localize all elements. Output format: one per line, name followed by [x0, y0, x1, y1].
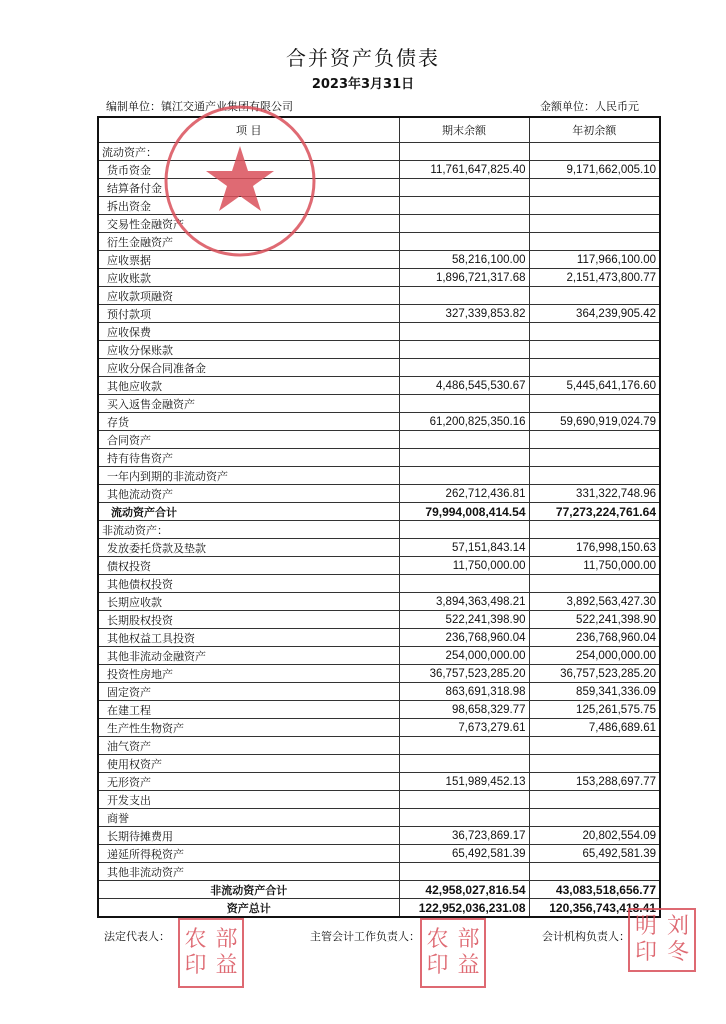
table-row [98, 323, 660, 341]
table-row [98, 503, 660, 521]
table-row [98, 647, 660, 665]
table-row [98, 827, 660, 845]
begin-balance-cell [529, 755, 660, 773]
table-row [98, 899, 660, 918]
begin-balance-cell [529, 287, 660, 305]
personal-seal-stamp: 农 部 印 益 [178, 918, 244, 988]
table-row [98, 575, 660, 593]
begin-balance-cell [529, 449, 660, 467]
report-date: 2023年3月31日 [311, 77, 415, 92]
row-label: 结算备付金 [98, 179, 399, 197]
end-balance-cell: 98,658,329.77 [399, 701, 529, 719]
end-balance-cell: 79,994,008,414.54 [399, 503, 529, 521]
table-row [98, 431, 660, 449]
table-row [98, 881, 660, 899]
table-row [98, 809, 660, 827]
end-balance-cell: 57,151,843.14 [399, 539, 529, 557]
column-header-end-balance: 期末余额 [399, 117, 529, 143]
row-label: 应收分保合同准备金 [98, 359, 399, 377]
end-balance-cell: 327,339,853.82 [399, 305, 529, 323]
end-balance-cell [399, 233, 529, 251]
end-balance-cell [399, 179, 529, 197]
begin-balance-cell: 120,356,743,418.41 [529, 899, 660, 918]
end-balance-cell: 151,989,452.13 [399, 773, 529, 791]
begin-balance-cell: 3,892,563,427.30 [529, 593, 660, 611]
table-row [98, 593, 660, 611]
row-label: 合同资产 [98, 431, 399, 449]
table-row [98, 521, 660, 539]
begin-balance-cell: 236,768,960.04 [529, 629, 660, 647]
begin-balance-cell: 43,083,518,656.77 [529, 881, 660, 899]
row-label: 流动资产合计 [98, 503, 399, 521]
row-label: 买入返售金融资产 [98, 395, 399, 413]
table-row [98, 665, 660, 683]
row-label: 长期待摊费用 [98, 827, 399, 845]
row-label: 持有待售资产 [98, 449, 399, 467]
row-label: 发放委托贷款及垫款 [98, 539, 399, 557]
table-row [98, 863, 660, 881]
end-balance-cell [399, 359, 529, 377]
report-title: 合并资产负债表 [286, 46, 440, 70]
begin-balance-cell [529, 521, 660, 539]
begin-balance-cell [529, 737, 660, 755]
row-label: 无形资产 [98, 773, 399, 791]
end-balance-cell: 7,673,279.61 [399, 719, 529, 737]
table-row [98, 845, 660, 863]
row-label: 开发支出 [98, 791, 399, 809]
row-label: 衍生金融资产 [98, 233, 399, 251]
end-balance-cell [399, 575, 529, 593]
table-row [98, 305, 660, 323]
end-balance-cell: 4,486,545,530.67 [399, 377, 529, 395]
preparing-unit: 编制单位：镇江交通产业集团有限公司 [106, 100, 293, 113]
begin-balance-cell [529, 395, 660, 413]
row-label: 投资性房地产 [98, 665, 399, 683]
accounting-org-head-label: 会计机构负责人： [542, 930, 630, 943]
legal-representative-label: 法定代表人： [104, 930, 170, 943]
row-label: 存货 [98, 413, 399, 431]
row-label: 其他非流动金融资产 [98, 647, 399, 665]
table-row [98, 539, 660, 557]
row-label: 其他流动资产 [98, 485, 399, 503]
end-balance-cell: 42,958,027,816.54 [399, 881, 529, 899]
row-label: 应收款项融资 [98, 287, 399, 305]
personal-seal-stamp: 明 刘 印 冬 [628, 908, 696, 972]
end-balance-cell: 61,200,825,350.16 [399, 413, 529, 431]
end-balance-cell [399, 809, 529, 827]
begin-balance-cell: 117,966,100.00 [529, 251, 660, 269]
accounting-head-label: 主管会计工作负责人： [310, 930, 420, 943]
row-label: 非流动资产合计 [98, 881, 399, 899]
table-row [98, 611, 660, 629]
table-row [98, 485, 660, 503]
table-row [98, 269, 660, 287]
begin-balance-cell: 5,445,641,176.60 [529, 377, 660, 395]
row-label: 拆出资金 [98, 197, 399, 215]
table-row [98, 341, 660, 359]
begin-balance-cell: 364,239,905.42 [529, 305, 660, 323]
end-balance-cell [399, 449, 529, 467]
row-label: 预付款项 [98, 305, 399, 323]
row-label: 油气资产 [98, 737, 399, 755]
row-label: 应收票据 [98, 251, 399, 269]
row-label: 生产性生物资产 [98, 719, 399, 737]
table-row [98, 719, 660, 737]
begin-balance-cell [529, 809, 660, 827]
table-row [98, 683, 660, 701]
table-row [98, 791, 660, 809]
table-row [98, 287, 660, 305]
table-row [98, 557, 660, 575]
end-balance-cell [399, 143, 529, 161]
begin-balance-cell: 7,486,689.61 [529, 719, 660, 737]
table-row [98, 359, 660, 377]
begin-balance-cell: 77,273,224,761.64 [529, 503, 660, 521]
row-label: 非流动资产： [98, 521, 399, 539]
end-balance-cell: 122,952,036,231.08 [399, 899, 529, 918]
end-balance-cell: 863,691,318.98 [399, 683, 529, 701]
end-balance-cell: 58,216,100.00 [399, 251, 529, 269]
row-label: 流动资产： [98, 143, 399, 161]
begin-balance-cell: 522,241,398.90 [529, 611, 660, 629]
table-row [98, 395, 660, 413]
row-label: 一年内到期的非流动资产 [98, 467, 399, 485]
end-balance-cell: 11,750,000.00 [399, 557, 529, 575]
end-balance-cell [399, 791, 529, 809]
end-balance-cell [399, 215, 529, 233]
begin-balance-cell: 331,322,748.96 [529, 485, 660, 503]
row-label: 债权投资 [98, 557, 399, 575]
begin-balance-cell [529, 575, 660, 593]
column-header-item: 项 目 [98, 117, 399, 143]
begin-balance-cell [529, 359, 660, 377]
table-row [98, 413, 660, 431]
begin-balance-cell: 254,000,000.00 [529, 647, 660, 665]
personal-seal-stamp: 农 部 印 益 [420, 918, 486, 988]
table-row [98, 467, 660, 485]
end-balance-cell: 65,492,581.39 [399, 845, 529, 863]
end-balance-cell: 11,761,647,825.40 [399, 161, 529, 179]
end-balance-cell [399, 287, 529, 305]
table-row [98, 737, 660, 755]
begin-balance-cell [529, 431, 660, 449]
row-label: 固定资产 [98, 683, 399, 701]
end-balance-cell: 236,768,960.04 [399, 629, 529, 647]
begin-balance-cell [529, 863, 660, 881]
begin-balance-cell [529, 179, 660, 197]
begin-balance-cell: 65,492,581.39 [529, 845, 660, 863]
begin-balance-cell: 9,171,662,005.10 [529, 161, 660, 179]
begin-balance-cell: 153,288,697.77 [529, 773, 660, 791]
row-label: 交易性金融资产 [98, 215, 399, 233]
end-balance-cell [399, 341, 529, 359]
begin-balance-cell: 176,998,150.63 [529, 539, 660, 557]
begin-balance-cell [529, 791, 660, 809]
row-label: 资产总计 [98, 899, 399, 918]
table-row [98, 701, 660, 719]
begin-balance-cell: 11,750,000.00 [529, 557, 660, 575]
end-balance-cell [399, 863, 529, 881]
end-balance-cell [399, 521, 529, 539]
begin-balance-cell: 2,151,473,800.77 [529, 269, 660, 287]
row-label: 应收保费 [98, 323, 399, 341]
begin-balance-cell: 20,802,554.09 [529, 827, 660, 845]
row-label: 应收账款 [98, 269, 399, 287]
end-balance-cell: 522,241,398.90 [399, 611, 529, 629]
row-label: 商誉 [98, 809, 399, 827]
row-label: 其他债权投资 [98, 575, 399, 593]
begin-balance-cell: 36,757,523,285.20 [529, 665, 660, 683]
end-balance-cell [399, 431, 529, 449]
end-balance-cell: 36,723,869.17 [399, 827, 529, 845]
table-row [98, 773, 660, 791]
end-balance-cell [399, 737, 529, 755]
row-label: 递延所得税资产 [98, 845, 399, 863]
row-label: 应收分保账款 [98, 341, 399, 359]
begin-balance-cell [529, 323, 660, 341]
row-label: 其他非流动资产 [98, 863, 399, 881]
begin-balance-cell: 859,341,336.09 [529, 683, 660, 701]
currency-unit: 金额单位：人民币元 [540, 100, 639, 113]
row-label: 长期股权投资 [98, 611, 399, 629]
end-balance-cell [399, 755, 529, 773]
row-label: 在建工程 [98, 701, 399, 719]
begin-balance-cell [529, 341, 660, 359]
end-balance-cell: 254,000,000.00 [399, 647, 529, 665]
begin-balance-cell: 59,690,919,024.79 [529, 413, 660, 431]
end-balance-cell [399, 197, 529, 215]
row-label: 其他应收款 [98, 377, 399, 395]
row-label: 货币资金 [98, 161, 399, 179]
table-row [98, 755, 660, 773]
end-balance-cell [399, 395, 529, 413]
table-row [98, 377, 660, 395]
end-balance-cell [399, 467, 529, 485]
begin-balance-cell [529, 233, 660, 251]
begin-balance-cell: 125,261,575.75 [529, 701, 660, 719]
end-balance-cell: 3,894,363,498.21 [399, 593, 529, 611]
end-balance-cell: 36,757,523,285.20 [399, 665, 529, 683]
begin-balance-cell [529, 467, 660, 485]
begin-balance-cell [529, 197, 660, 215]
end-balance-cell [399, 323, 529, 341]
company-seal [160, 101, 320, 261]
table-row [98, 449, 660, 467]
row-label: 其他权益工具投资 [98, 629, 399, 647]
begin-balance-cell [529, 143, 660, 161]
row-label: 使用权资产 [98, 755, 399, 773]
table-row [98, 629, 660, 647]
column-header-begin-balance: 年初余额 [529, 117, 660, 143]
end-balance-cell: 1,896,721,317.68 [399, 269, 529, 287]
end-balance-cell: 262,712,436.81 [399, 485, 529, 503]
begin-balance-cell [529, 215, 660, 233]
row-label: 长期应收款 [98, 593, 399, 611]
